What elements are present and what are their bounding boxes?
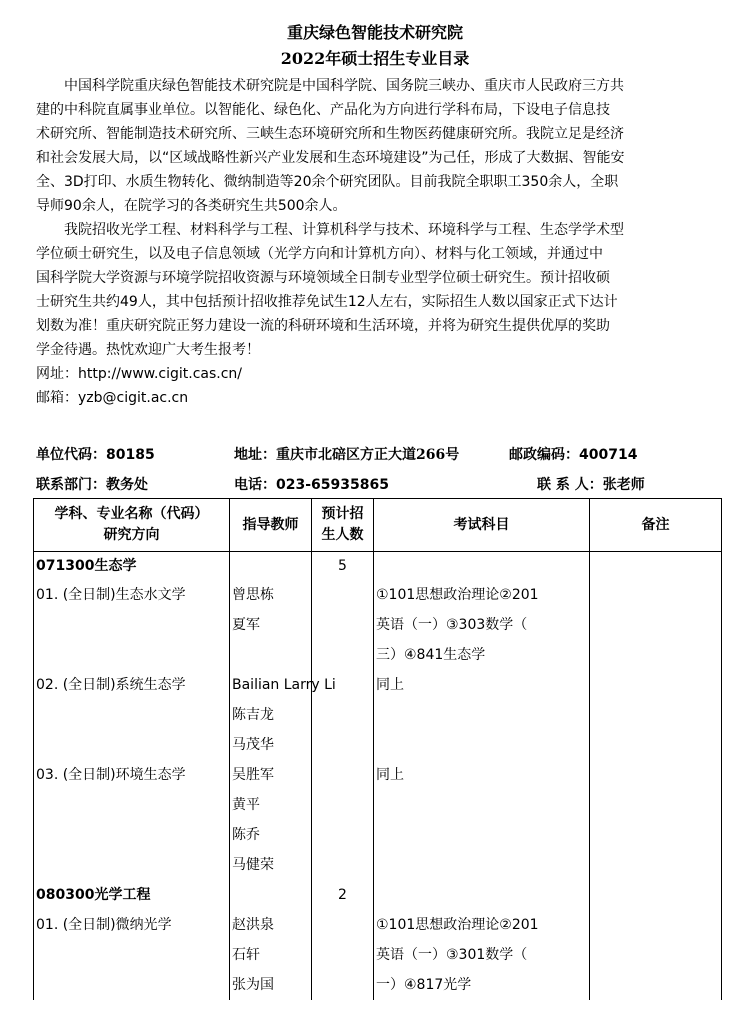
address-label: 地址： [234,447,276,463]
document-subtitle: 2022年硕士招生专业目录 [280,49,470,68]
contact-label: 联 系 人： [537,477,603,493]
cell-exam [374,850,590,880]
cell-advisor [230,552,312,581]
cell-plan-count [312,700,374,730]
cell-advisor: 马健荣 [230,850,312,880]
discipline-row [34,552,722,581]
website-line [36,362,716,386]
cell-plan-count [312,730,374,760]
cell-advisor: 黄平 [230,790,312,820]
cell-exam: 一）④817光学 [374,970,590,1000]
table-row [34,790,722,820]
cell-exam [374,880,590,910]
cell-note [590,970,722,1000]
table-body [34,552,722,1001]
cell-note [590,790,722,820]
table-row [34,700,722,730]
cell-note [590,880,722,910]
cell-major: 01. (全日制)生态水文学 [34,580,230,610]
cell-advisor: 夏军 [230,610,312,640]
dept-value: 教务处 [106,477,148,493]
contact-value: 张老师 [602,477,645,493]
cell-note [590,730,722,760]
phone-value: 023-65935865 [276,477,389,493]
intro-line: 建的中科院直属事业单位。以智能化、绿色化、产品化为方向进行学科布局，下设电子信息技 [36,102,610,118]
cell-plan-count [312,580,374,610]
header-major: 学科、专业名称（代码） 研究方向 [34,499,230,552]
cell-note [590,700,722,730]
table-row [34,730,722,760]
cell-plan-count [312,760,374,790]
postcode-value: 400714 [579,447,638,463]
cell-exam: 英语（一）③301数学（ [374,940,590,970]
cell-advisor [230,640,312,670]
program-table [33,498,722,1000]
table-row [34,640,722,670]
unit-postcode [509,444,637,464]
header-note: 备注 [590,499,722,552]
intro-line: 全、3D打印、水质生物转化、微纳制造等20余个研究团队。目前我院全职职工350余人，全职 [36,174,619,190]
cell-exam: 英语（一）③303数学（ [374,610,590,640]
table-row [34,580,722,610]
header-plan-count: 预计招 生人数 [312,499,374,552]
cell-note [590,760,722,790]
cell-advisor: 陈吉龙 [230,700,312,730]
cell-major: 071300生态学 [34,552,230,581]
cell-exam [374,730,590,760]
cell-exam [374,552,590,581]
cell-exam: 同上 [374,760,590,790]
table-row [34,940,722,970]
cell-advisor: Bailian Larry Li [230,670,312,700]
cell-advisor: 吴胜军 [230,760,312,790]
table-row [34,910,722,940]
cell-major [34,940,230,970]
email-link[interactable]: yzb@cigit.ac.cn [78,390,189,406]
cell-plan-count [312,850,374,880]
intro-line: 士研究生共约49人，其中包括预计招收推荐免试生12人左右，实际招生人数以国家正式下达计 [36,294,618,310]
email-label: 邮箱： [36,390,78,406]
intro-line: 术研究所、智能制造技术研究所、三峡生态环境研究所和生物医药健康研究所。我院立足是经济 [36,126,624,142]
intro-line: 划数为准！重庆研究院正努力建设一流的科研环境和生活环境，并将为研究生提供优厚的奖助 [36,318,610,334]
unit-code [36,444,155,464]
website-label: 网址： [36,366,78,382]
cell-advisor: 赵洪泉 [230,910,312,940]
cell-exam: ①101思想政治理论②201 [374,580,590,610]
email-line [36,386,716,410]
cell-major [34,700,230,730]
cell-major: 02. (全日制)系统生态学 [34,670,230,700]
cell-plan-count [312,790,374,820]
cell-exam: ①101思想政治理论②201 [374,910,590,940]
cell-note [590,820,722,850]
cell-major [34,790,230,820]
cell-note [590,580,722,610]
dept-label: 联系部门： [36,477,106,493]
header-advisor: 指导教师 [230,499,312,552]
cell-plan-count: 5 [312,552,374,581]
cell-advisor [230,880,312,910]
table-row [34,670,722,700]
discipline-row [34,880,722,910]
cell-major [34,850,230,880]
cell-note [590,610,722,640]
table-row [34,850,722,880]
cell-exam: 同上 [374,670,590,700]
cell-plan-count [312,910,374,940]
cell-plan-count [312,820,374,850]
table-row [34,610,722,640]
cell-exam [374,820,590,850]
table-header-row [34,499,722,552]
intro-line: 我院招收光学工程、材料科学与工程、计算机科学与技术、环境科学与工程、生态学学术型 [64,222,624,238]
cell-major: 080300光学工程 [34,880,230,910]
cell-major [34,730,230,760]
address-value: 重庆市北碚区方正大道266号 [276,447,460,463]
website-link[interactable]: http://www.cigit.cas.cn/ [78,366,243,382]
table-row [34,760,722,790]
cell-advisor: 陈乔 [230,820,312,850]
cell-note [590,850,722,880]
unit-address [234,444,459,464]
postcode-label: 邮政编码： [509,447,579,463]
unit-code-label: 单位代码： [36,447,106,463]
cell-note [590,670,722,700]
intro-section [36,74,716,410]
cell-major [34,640,230,670]
intro-line: 导师90余人，在院学习的各类研究生共500余人。 [36,198,347,214]
contact-person [537,474,645,494]
cell-exam [374,700,590,730]
cell-note [590,640,722,670]
cell-note [590,940,722,970]
table-row [34,820,722,850]
intro-line: 学位硕士研究生，以及电子信息领域（光学方向和计算机方向）、材料与化工领域，并通过中 [36,246,603,262]
header-exam: 考试科目 [374,499,590,552]
cell-plan-count [312,640,374,670]
document-title: 重庆绿色智能技术研究院 [286,23,463,42]
cell-advisor: 曾思栋 [230,580,312,610]
intro-line: 学金待遇。热忱欢迎广大考生报考！ [36,342,260,358]
cell-major [34,610,230,640]
cell-exam [374,790,590,820]
cell-major [34,970,230,1000]
cell-advisor: 石轩 [230,940,312,970]
intro-line: 和社会发展大局，以“区域战略性新兴产业发展和生态环境建设”为己任，形成了大数据、智能安 [36,150,625,166]
contact-dept [36,474,148,494]
cell-note [590,910,722,940]
intro-line: 国科学院大学资源与环境学院招收资源与环境领域全日制专业型学位硕士研究生。预计招收硕 [36,270,610,286]
table-row [34,970,722,1000]
cell-plan-count: 2 [312,880,374,910]
contact-phone [234,474,389,494]
cell-exam: 三）④841生态学 [374,640,590,670]
cell-plan-count [312,610,374,640]
cell-advisor: 张为国 [230,970,312,1000]
intro-line: 中国科学院重庆绿色智能技术研究院是中国科学院、国务院三峡办、重庆市人民政府三方共 [64,78,624,94]
unit-code-value: 80185 [106,447,155,463]
cell-major [34,820,230,850]
cell-note [590,552,722,581]
cell-plan-count [312,970,374,1000]
cell-plan-count [312,940,374,970]
phone-label: 电话： [234,477,276,493]
cell-major: 03. (全日制)环境生态学 [34,760,230,790]
cell-advisor: 马茂华 [230,730,312,760]
cell-major: 01. (全日制)微纳光学 [34,910,230,940]
